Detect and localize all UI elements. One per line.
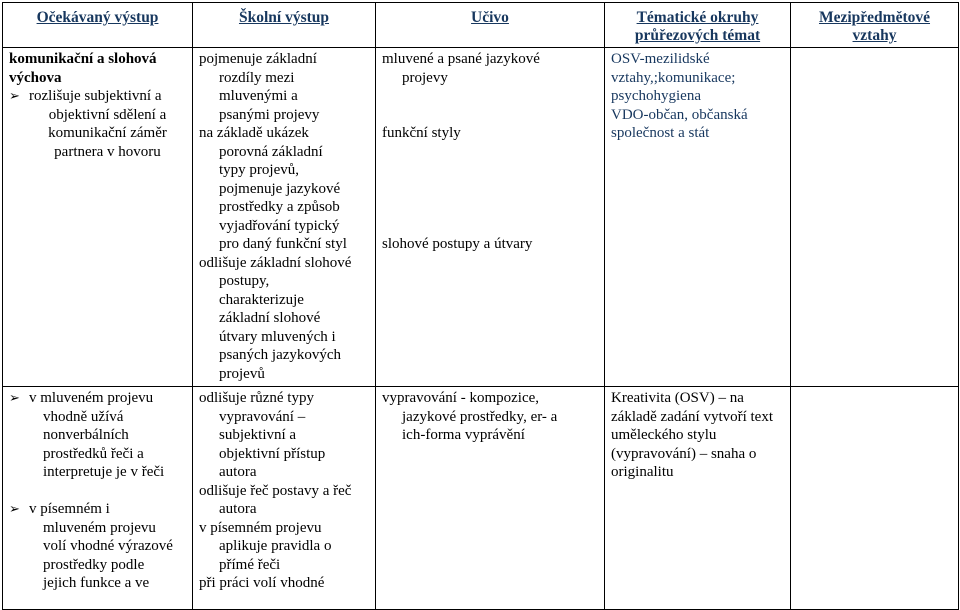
cross-subject-cell [791, 387, 959, 610]
cross-themes-cell: Kreativita (OSV) – na základě zadání vytvoří text uměleckého stylu (vypravování) – snaha o originalitu [605, 387, 791, 610]
cross-subject-cell [791, 48, 959, 387]
arrow-bullet-icon: ➢ [9, 88, 20, 103]
header-content: Učivo [376, 3, 605, 48]
section-title: výchova [9, 69, 62, 86]
arrow-bullet-icon: ➢ [9, 501, 20, 516]
list-item: ➢ v písemném i mluveném projevu volí vhodné výrazové prostředky podle jejich funkce a ve [9, 501, 173, 591]
expected-output-cell [3, 387, 193, 610]
header-row [3, 3, 959, 48]
header-cross-themes: Tématické okruhy průřezových témat [605, 3, 791, 48]
list-item: ➢ v mluveném projevu vhodně užívá nonverbálních prostředků řeči a interpretuje je v řeči [9, 390, 165, 480]
content-cell: mluvené a psané jazykové projevy funkční styly slohové postupy a útvary [376, 48, 605, 387]
header-cross-subject: Mezipředmětové vztahy [791, 3, 959, 48]
expected-output-cell [3, 48, 193, 387]
content-cell: vypravování - kompozice, jazykové prostředky, er- a ich-forma vyprávění [376, 387, 605, 610]
school-output-cell: pojmenuje základní rozdíly mezi mluvenými a psanými projevy na základě ukázek porovná základní typy projevů, pojmenuje jazykové prostředky a způsob vyjadřování typický pro daný funkční styl odlišuje základní slohové postupy, charakterizuje základní slohové útvary mluvených i psaných jazykových projevů [193, 48, 376, 387]
section-title: komunikační a slohová [9, 51, 157, 67]
table-row [3, 48, 959, 387]
table-row [3, 387, 959, 610]
school-output-cell: odlišuje různé typy vypravování – subjektivní a objektivní přístup autora odlišuje řeč postavy a řeč autora v písemném projevu aplikuje pravidla o přímé řeči při práci volí vhodné [193, 387, 376, 610]
list-item: ➢ rozlišuje subjektivní a objektivní sdělení a komunikační záměr partnera v hovoru [9, 88, 167, 160]
curriculum-table [2, 2, 959, 610]
cross-themes-cell: OSV-mezilidské vztahy,;komunikace; psychohygiena VDO-občan, občanská společnost a stát [605, 48, 791, 387]
arrow-bullet-icon: ➢ [9, 390, 20, 405]
header-expected-output: Očekávaný výstup [3, 3, 193, 48]
header-school-output: Školní výstup [193, 3, 376, 48]
